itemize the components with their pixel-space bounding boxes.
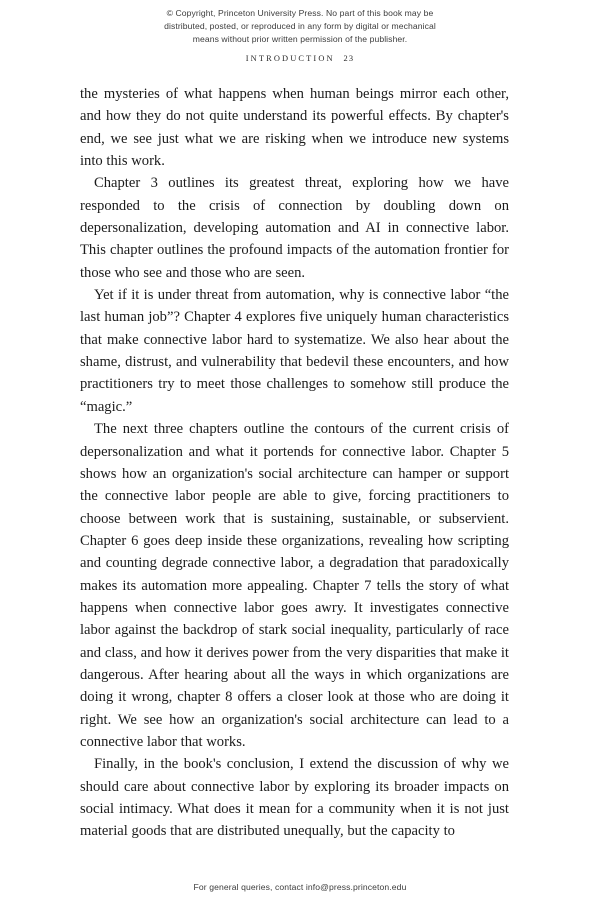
copyright-line-3: means without prior written permission of the publisher.: [192, 33, 408, 44]
paragraph: The next three chapters outline the contours of the current crisis of depersonalization and what it portends for connective labor. Chapter 5 shows how an organization's social architecture can hamper or support the connective labor people are able to give, forcing practitioners to choose between work that is sustaining, sustainable, or subservient. Chapter 6 goes deep inside these organizations, revealing how scripting and counting degrade connective labor, a degradation that paradoxically makes its automation more appealing. Chapter 7 tells the story of what happens when connective labor goes awry. It investigates connective labor against the backdrop of stark social inequality, particularly of race and class, and how it derives power from the very disparities that make it dangerous. After hearing about all the ways in which organizations are doing it wrong, chapter 8 offers a closer look at those who are doing it right. We see how an organization's social architecture can lead to a connective labor that works.: [80, 421, 509, 750]
paragraph: Finally, in the book's conclusion, I extend the discussion of why we should care about connective labor by exploring its broader impacts on social intimacy. What does it mean for a community when it is not just material goods that are distributed unequally, but the capacity to: [80, 756, 509, 840]
page-number: 23: [343, 54, 355, 63]
paragraph: Yet if it is under threat from automation, why is connective labor “the last human job”? Chapter 4 explores five uniquely human characteristics that make connective labor hard to systematize. We also hear about the shame, distrust, and vulnerability that bedevil these encounters, and how practitioners try to meet those challenges to somehow still produce the “magic.”: [80, 287, 509, 415]
copyright-notice: [0, 7, 600, 46]
paragraph: Chapter 3 outlines its greatest threat, exploring how we have responded to the crisis of connection by doubling down on depersonalization, developing automation and AI in connective labor. This chapter outlines the profound impacts of the automation frontier for those who see and those who are seen.: [80, 175, 509, 281]
paragraph: the mysteries of what happens when human beings mirror each other, and how they do not quite understand its powerful effects. By chapter's end, we see just what we are risking when we introduce new systems into this work.: [80, 86, 509, 170]
body-text-block: [80, 83, 509, 843]
copyright-line-2: distributed, posted, or reproduced in any form by digital or mechanical: [164, 20, 436, 31]
running-head: [0, 54, 600, 63]
running-head-title: INTRODUCTION: [245, 54, 335, 63]
copyright-line-1: © Copyright, Princeton University Press. No part of this book may be: [166, 8, 434, 18]
footer-contact-note: For general queries, contact info@press.princeton.edu: [193, 882, 407, 892]
